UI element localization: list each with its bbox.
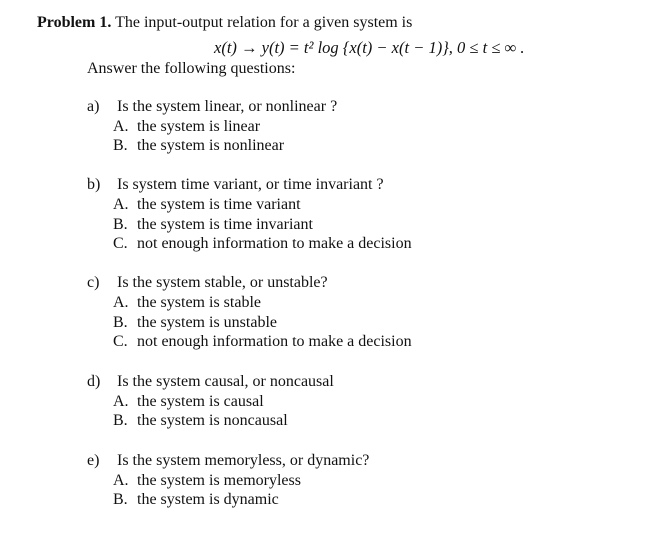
question-prompt: Is the system stable, or unstable?	[117, 274, 328, 291]
question-a-option-a[interactable]	[113, 118, 260, 136]
question-a-option-b[interactable]	[113, 137, 284, 155]
question-d-option-b[interactable]	[113, 412, 288, 430]
option-text: the system is noncausal	[137, 412, 288, 429]
option-letter: A.	[113, 118, 129, 135]
option-letter: A.	[113, 393, 129, 410]
problem-label: Problem 1.	[37, 14, 112, 31]
question-letter: d)	[87, 373, 101, 390]
option-letter: B.	[113, 412, 128, 429]
question-prompt: Is system time variant, or time invariant ?	[117, 176, 384, 193]
option-text: the system is stable	[137, 294, 261, 311]
question-c	[87, 274, 328, 292]
option-letter: A.	[113, 294, 129, 311]
question-b-option-b[interactable]	[113, 216, 313, 234]
option-letter: B.	[113, 491, 128, 508]
io-relation-equation	[214, 38, 525, 58]
question-c-option-b[interactable]	[113, 314, 277, 332]
question-c-option-a[interactable]	[113, 294, 261, 312]
option-letter: B.	[113, 137, 128, 154]
option-text: not enough information to make a decision	[137, 235, 412, 252]
option-letter: C.	[113, 333, 128, 350]
question-c-option-c[interactable]	[113, 333, 412, 351]
question-letter: c)	[87, 274, 100, 291]
option-text: the system is dynamic	[137, 491, 279, 508]
question-e	[87, 452, 369, 470]
option-letter: B.	[113, 216, 128, 233]
option-text: the system is memoryless	[137, 472, 301, 489]
question-prompt: Is the system memoryless, or dynamic?	[117, 452, 370, 469]
question-b-option-a[interactable]	[113, 196, 301, 214]
option-text: the system is nonlinear	[137, 137, 285, 154]
question-b	[87, 176, 384, 194]
option-letter: A.	[113, 196, 129, 213]
problem-header	[37, 14, 412, 32]
option-text: the system is unstable	[137, 314, 277, 331]
instructions: Answer the following questions:	[87, 60, 296, 77]
question-a	[87, 98, 337, 116]
option-letter: B.	[113, 314, 128, 331]
option-text: not enough information to make a decision	[137, 333, 412, 350]
question-letter: a)	[87, 98, 100, 115]
equation-text: x(t) → y(t) = t² log {x(t) − x(t − 1)}, 0 ≤ t ≤ ∞ .	[214, 38, 525, 57]
question-e-option-b[interactable]	[113, 491, 279, 509]
question-prompt: Is the system linear, or nonlinear ?	[117, 98, 338, 115]
option-text: the system is linear	[137, 118, 261, 135]
option-text: the system is time variant	[137, 196, 301, 213]
problem-intro: The input-output relation for a given system is	[115, 14, 413, 31]
option-text: the system is causal	[137, 393, 264, 410]
question-d-option-a[interactable]	[113, 393, 264, 411]
question-letter: b)	[87, 176, 101, 193]
option-letter: C.	[113, 235, 128, 252]
option-text: the system is time invariant	[137, 216, 313, 233]
question-d	[87, 373, 334, 391]
question-prompt: Is the system causal, or noncausal	[117, 373, 334, 390]
question-e-option-a[interactable]	[113, 472, 301, 490]
question-b-option-c[interactable]	[113, 235, 412, 253]
question-letter: e)	[87, 452, 100, 469]
option-letter: A.	[113, 472, 129, 489]
